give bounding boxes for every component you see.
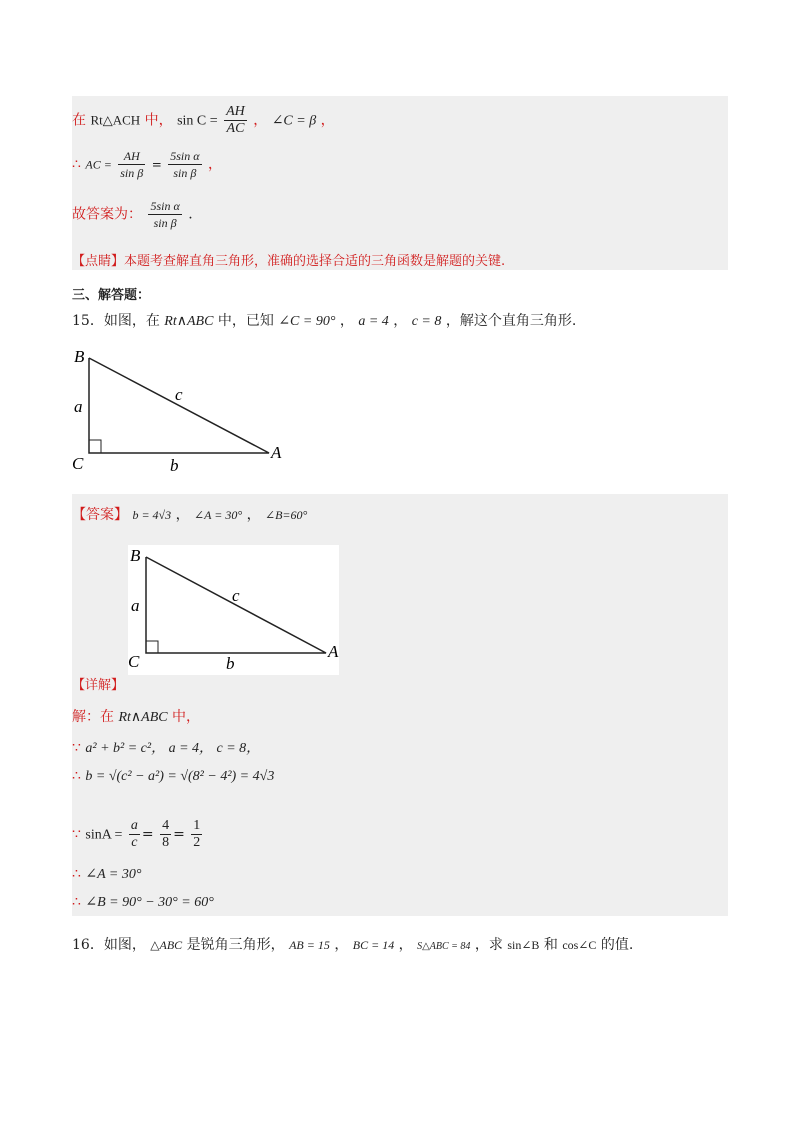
- because-symbol: ∵: [72, 740, 81, 756]
- label-b: b: [170, 456, 179, 475]
- text: ，: [334, 937, 349, 953]
- text: 中，: [144, 112, 173, 129]
- triangle-figure: [66, 342, 296, 477]
- question-15: [72, 310, 576, 330]
- text: 中，已知: [217, 313, 274, 329]
- answer-line: [72, 504, 307, 524]
- prev-line-2: [72, 148, 222, 181]
- text: ，求: [474, 937, 503, 953]
- because-symbol: ∵: [72, 826, 81, 843]
- formula: S△ABC = 84: [417, 941, 471, 952]
- therefore-line-3: [72, 894, 214, 911]
- text: ，: [339, 313, 354, 329]
- label-a: a: [131, 596, 140, 615]
- text: ，: [207, 156, 222, 173]
- formula: ∠B=60°: [265, 508, 308, 522]
- prev-line-1: [72, 104, 335, 137]
- formula: AC =: [85, 157, 112, 172]
- fraction: $\frac{\text{5sin α}}{\text{sin β}}$: [150, 199, 180, 230]
- label-C: C: [128, 652, 140, 671]
- formula: ∠C = 90°: [278, 314, 336, 329]
- answer-tag: 【答案】: [72, 507, 128, 523]
- detail-tag: 【详解】: [72, 678, 125, 693]
- formula: b = 4√3: [132, 508, 172, 522]
- text: 在: [72, 112, 86, 129]
- right-angle-mark: [146, 641, 158, 653]
- formula: ∠A = 30°: [194, 508, 243, 522]
- formula: cos∠C: [562, 938, 597, 952]
- prev-line-3: [72, 198, 193, 231]
- formula: b = √(c² − a²) = √(8² − 4²) = 4√3: [85, 769, 275, 784]
- label-A: A: [328, 642, 339, 661]
- text: ，: [393, 313, 408, 329]
- formula: ∠A = 30°: [85, 867, 142, 882]
- rt-triangle: Rt△ACH: [90, 112, 141, 128]
- because-line-2: ∵ sinA = $\frac{a}{c}$ = $\frac{4}{8}$ = $\frac{1}{2}$: [72, 818, 201, 850]
- section-title: 三、解答题：: [72, 288, 151, 303]
- formula: sinA =: [85, 827, 123, 843]
- formula: AB = 15: [289, 938, 330, 952]
- formula: a² + b² = c²， a = 4， c = 8，: [85, 741, 261, 756]
- label-c: c: [232, 586, 240, 605]
- label-b: b: [226, 654, 235, 673]
- label-C: C: [72, 454, 84, 473]
- therefore-symbol: ∴: [72, 866, 81, 882]
- therefore-symbol: ∴: [72, 156, 81, 173]
- answer-triangle-figure: [124, 545, 344, 675]
- label-A: A: [271, 443, 282, 462]
- text: 15．如图，在: [72, 313, 160, 329]
- formula: sin∠B: [507, 938, 540, 952]
- therefore-symbol: ∴: [72, 768, 81, 784]
- formula: c = 8: [411, 314, 442, 329]
- therefore-symbol: ∴: [72, 894, 81, 910]
- question-16: [72, 934, 633, 954]
- formula: △ABC: [150, 938, 183, 952]
- label-B: B: [74, 347, 85, 366]
- key-point: 【点睛】本题考查解直角三角形，准确的选择合适的三角函数是解题的关键.: [72, 254, 506, 269]
- equals: =: [151, 157, 162, 172]
- text: 是锐角三角形，: [186, 937, 285, 953]
- label-c: c: [175, 385, 183, 404]
- text: ，: [398, 937, 413, 953]
- text: ，: [175, 507, 190, 523]
- right-angle-mark: [89, 440, 101, 453]
- text: 的值.: [600, 937, 634, 953]
- therefore-line-1: [72, 768, 274, 785]
- formula: sin C =: [177, 113, 218, 129]
- label-a: a: [74, 397, 83, 416]
- fraction: $\frac{\text{5sin α}}{\text{sin β}}$: [170, 149, 200, 180]
- fraction: $\frac{AH}{AC}$: [226, 104, 245, 136]
- label-B: B: [130, 546, 141, 565]
- formula: Rt∧ABC: [164, 314, 214, 329]
- text: .: [188, 206, 193, 223]
- therefore-line-2: [72, 866, 141, 883]
- fraction: $\frac{4}{8}$: [162, 818, 170, 850]
- text: 和: [543, 937, 558, 953]
- fraction: $\frac{AH}{\text{sin β}}$: [120, 149, 144, 180]
- fraction: $\frac{a}{c}$: [130, 818, 138, 850]
- formula: BC = 14: [352, 938, 395, 952]
- text: 解：在: [72, 709, 114, 725]
- formula: Rt∧ABC: [118, 710, 168, 725]
- formula: a = 4: [358, 314, 389, 329]
- text: ，: [253, 112, 268, 129]
- because-line-1: [72, 737, 260, 757]
- triangle-outline: [89, 358, 269, 453]
- triangle-outline: [146, 557, 326, 653]
- fraction: $\frac{1}{2}$: [193, 818, 201, 850]
- text: 16．如图，: [72, 937, 146, 953]
- text: 中，: [172, 709, 201, 725]
- formula: ∠B = 90° − 30° = 60°: [85, 895, 214, 910]
- text: 故答案为：: [72, 206, 142, 223]
- text: ，解这个直角三角形.: [445, 313, 577, 329]
- formula: ∠C = β: [271, 113, 317, 129]
- text: ，: [320, 112, 335, 129]
- text: ，: [246, 507, 261, 523]
- solution-intro: [72, 706, 200, 726]
